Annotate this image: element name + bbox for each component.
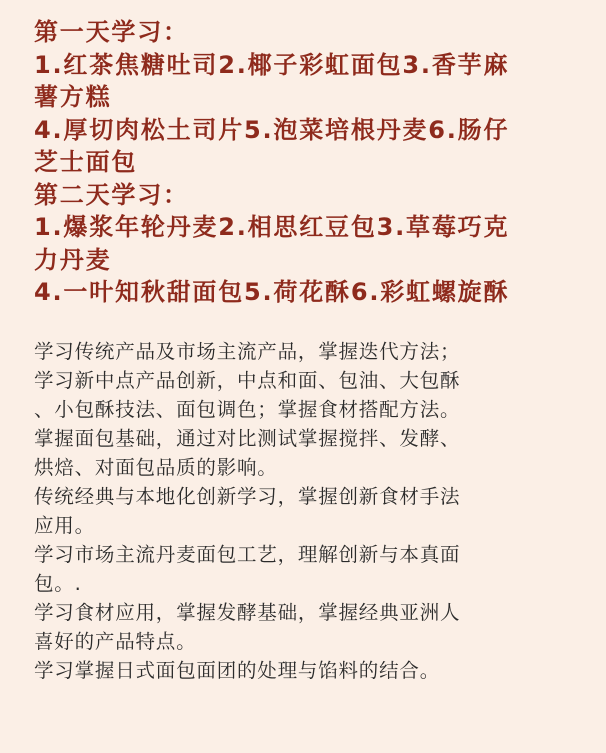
day2-heading: 第二天学习： [34,180,189,209]
note-line: 烘焙、对面包品质的影响。 [34,455,278,479]
day2-section [34,179,606,309]
note-line: 包。. [34,571,82,595]
note-line: 、小包酥技法、面包调色；掌握食材搭配方法。 [34,397,461,421]
day1-products-line: 芝士面包 [34,148,138,176]
note-line: 传统经典与本地化创新学习，掌握创新食材手法 [34,484,461,508]
note-line: 学习新中点产品创新，中点和面、包油、大包酥 [34,368,461,392]
day1-products-line: 1.红茶焦糖吐司2.椰子彩虹面包3.香芋麻 [34,50,510,79]
day2-products-line: 4.一叶知秋甜面包5.荷花酥6.彩虹螺旋酥 [34,278,510,306]
note-line: 学习掌握日式面包面团的处理与馅料的结合。 [34,658,441,682]
day1-heading: 第一天学习： [34,18,189,46]
note-line: 掌握面包基础，通过对比测试掌握搅拌、发酵、 [34,426,461,450]
note-line: 应用。 [34,513,95,537]
note-line: 学习传统产品及市场主流产品，掌握迭代方法； [34,339,461,363]
day2-products-line: 力丹麦 [34,245,112,274]
day1-products-line: 4.厚切肉松土司片5.泡菜培根丹麦6.肠仔 [34,115,510,144]
note-line: 学习市场主流丹麦面包工艺，理解创新与本真面 [34,542,461,566]
day1-products-line: 薯方糕 [34,83,112,111]
course-notes [34,337,606,685]
note-line: 喜好的产品特点。 [34,629,197,653]
note-line: 学习食材应用，掌握发酵基础，掌握经典亚洲人 [34,600,461,624]
course-schedule [34,16,606,309]
day1-section [34,16,606,179]
day2-products-line: 1.爆浆年轮丹麦2.相思红豆包3.草莓巧克 [34,213,510,241]
